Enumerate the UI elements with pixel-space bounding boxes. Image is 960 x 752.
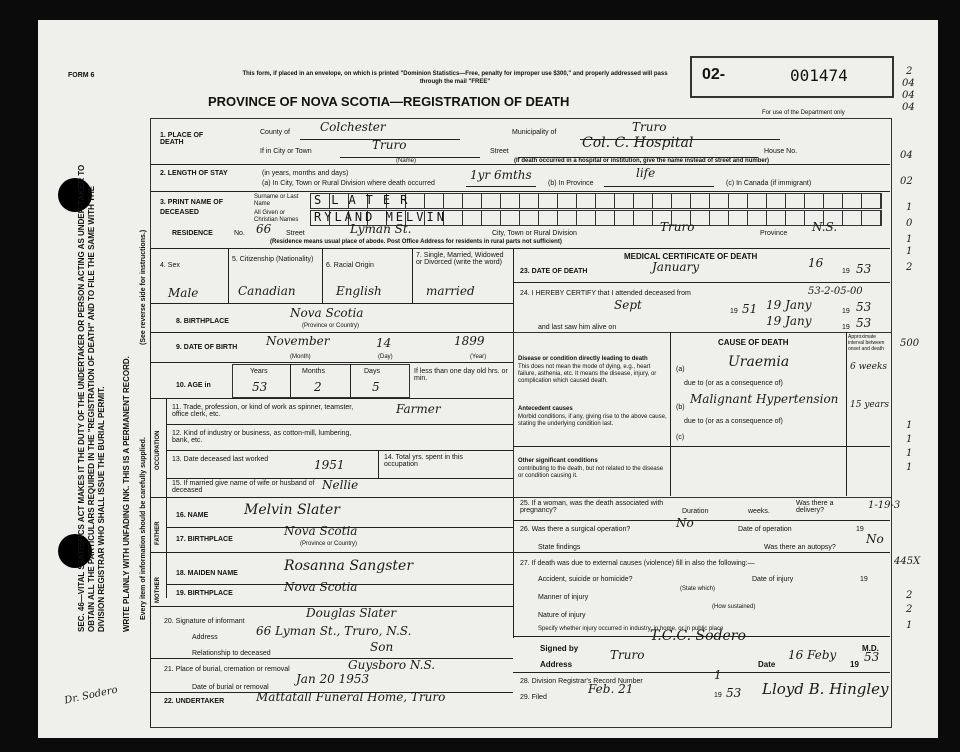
form-number: FORM 6	[68, 72, 95, 79]
trade-label: 11. Trade, profession, or kind of work as spinner, teamster, office clerk, etc.	[172, 404, 354, 418]
place-label: 1. PLACE OF DEATH	[160, 132, 204, 146]
med-addr-label: Address	[540, 660, 573, 669]
certify-to-yr: 53	[856, 300, 872, 314]
date-death-day: 16	[808, 256, 824, 270]
mother-birth-label: 19. BIRTHPLACE	[176, 590, 233, 597]
certify-code: 53-2-05-00	[808, 286, 863, 297]
date-death-year: 53	[856, 262, 872, 276]
residence-city-label: City, Town or Rural Division	[492, 230, 577, 237]
antecedent-label: Antecedent causes	[518, 406, 573, 412]
father-name-label: 16. NAME	[176, 512, 209, 519]
last-worked-label: 13. Date deceased last worked	[172, 456, 269, 463]
municipality-value: Truro	[632, 120, 667, 134]
father-birth-label: 17. BIRTHPLACE	[176, 536, 233, 543]
last-worked-value: 1951	[314, 458, 345, 472]
date-injury: Date of injury	[752, 576, 794, 583]
right-code-2: 04	[902, 90, 915, 101]
dob-month: November	[266, 334, 330, 348]
cause-b-letter: (b)	[676, 404, 685, 411]
birthplace-label: 8. BIRTHPLACE	[176, 318, 229, 325]
father-birth-value: Nova Scotia	[284, 524, 358, 538]
cond-label: Disease or condition directly leading to death	[518, 356, 648, 362]
certify-from-yr: 51	[742, 302, 758, 316]
dob-label: 9. DATE OF BIRTH	[176, 344, 238, 351]
stay-a-label: (a) In City, Town or Rural Division where death occurred	[262, 180, 435, 187]
burial-label: 21. Place of burial, cremation or removal	[164, 666, 290, 673]
dept-use-note: For use of the Department only	[762, 110, 845, 116]
origin-label: 6. Racial Origin	[326, 262, 374, 269]
residence-province-value: N.S.	[812, 220, 838, 234]
city-label: If in City or Town	[260, 148, 312, 155]
dob-day-sub: (Day)	[378, 354, 393, 360]
municipality-label: Municipality of	[512, 129, 557, 136]
nature-label: Nature of injury	[538, 612, 586, 619]
manner-label: Manner of injury	[538, 594, 589, 601]
other-note: contributing to the death, but not related to the disease or condition causing it.	[518, 466, 664, 479]
residence-no-label: No.	[234, 230, 245, 237]
sex-value: Male	[168, 286, 199, 300]
state-which: (State which)	[680, 586, 716, 592]
certify-label: 24. I HEREBY CERTIFY that I attended deceased from	[520, 290, 691, 297]
accident-label: Accident, suicide or homicide?	[538, 576, 633, 583]
right-code-4: 04	[900, 150, 913, 161]
stay-a-value: 1yr 6mths	[470, 168, 532, 182]
residence-note: (Residence means usual place of abode. Post Office Address for residents in rural parts not sufficient)	[270, 239, 562, 245]
dob-year: 1899	[454, 334, 485, 348]
age-months-label: Months	[302, 368, 325, 375]
marital-label: 7. Single, Married, Widowed or Divorced (write the word)	[416, 252, 504, 266]
given-label: All Given or Christian Names	[254, 210, 299, 223]
reg-number-value: 1	[714, 668, 722, 682]
date-death-month: January	[652, 260, 700, 274]
signed-label: Signed by	[540, 644, 579, 653]
informant-addr-label: Address	[192, 634, 218, 641]
county-value: Colchester	[320, 120, 386, 134]
right-code-7: 0	[906, 218, 913, 229]
father-side-label: FATHER	[155, 521, 161, 545]
md-label: M.D.	[862, 644, 879, 653]
due-to-b: due to (or as a consequence of)	[684, 418, 783, 425]
q26-date: Date of operation	[738, 526, 792, 533]
q26-value: No	[676, 516, 694, 530]
sex-label: 4. Sex	[160, 262, 180, 269]
date-injury-19: 19	[860, 576, 868, 583]
age-days: 5	[372, 380, 380, 394]
med-date-value: 16 Feby	[788, 648, 837, 662]
medical-header: MEDICAL CERTIFICATE OF DEATH	[624, 252, 758, 261]
cause-b-value: Malignant Hypertension	[690, 392, 839, 406]
wife-value: Nellie	[322, 478, 359, 492]
right-code-8: 1	[906, 234, 913, 245]
right-code-10: 2	[906, 262, 913, 273]
city-value: Truro	[372, 138, 407, 152]
industry-label: 12. Kind of industry or business, as cotton-mill, lumbering, bank, etc.	[172, 430, 352, 444]
age-label: 10. AGE in	[176, 382, 211, 389]
med-date-yr: 53	[864, 650, 880, 664]
signed-value: T.C.C. Sodero	[650, 628, 746, 644]
right-code-12: 1	[906, 420, 913, 431]
relationship-value: Son	[370, 640, 394, 654]
side-instruction-1: SEC. 46—VITAL STATISTICS ACT MAKES IT THE DUTY OF THE UNDERTAKER OR PERSON ACTING AS UNDER-TAKER TO OBTAIN ALL THE PARTICULARS REQUIRED IN THE "REGISTRATION OF DEATH" AND TO FILE THE SAME WITH THE DIVISION REGISTRAR WHO SHALL ISSUE THE BURIAL PERMIT.	[77, 164, 106, 632]
q25-label: 25. If a woman, was the death associated with pregnancy?	[520, 500, 664, 514]
certify-19b: 19	[842, 308, 850, 315]
side-instruction-2: WRITE PLAINLY WITH UNFADING INK. THIS IS A PERMANENT RECORD.	[122, 356, 131, 632]
relationship-label: Relationship to deceased	[192, 650, 271, 657]
last-saw-value: 19 Jany	[766, 314, 812, 328]
stay-c-label: (c) In Canada (if immigrant)	[726, 180, 812, 187]
autopsy-label: Was there an autopsy?	[764, 544, 836, 551]
origin-value: English	[336, 284, 382, 298]
right-code-18: 2	[906, 590, 913, 601]
right-code-14: 1	[906, 448, 913, 459]
residence-street-label: Street	[286, 230, 305, 237]
burial-date-value: Jan 20 1953	[296, 672, 370, 686]
side-instruction-3: Every item of information should be carefully supplied.	[140, 437, 147, 620]
how-sustained: (How sustained)	[712, 604, 756, 610]
mother-side-label: MOTHER	[155, 577, 161, 603]
state-findings: State findings	[538, 544, 581, 551]
right-code-6: 1	[906, 202, 913, 213]
cause-a-interval: 6 weeks	[850, 362, 888, 372]
father-name-value: Melvin Slater	[244, 502, 340, 518]
right-code-13: 1	[906, 434, 913, 445]
cond-note: This does not mean the mode of dying, e.g., heart failure, asthenia, etc. It means the disease, injury, or complication which caused death.	[518, 364, 657, 384]
burial-value: Guysboro N.S.	[348, 658, 436, 672]
filed-value: Feb. 21	[588, 682, 634, 696]
residence-street-value: Lyman St.	[350, 222, 412, 236]
dob-month-sub: (Month)	[290, 354, 311, 360]
birthplace-value: Nova Scotia	[290, 306, 364, 320]
dob-day: 14	[376, 336, 392, 350]
med-addr-value: Truro	[610, 648, 645, 662]
right-code-15: 1	[906, 462, 913, 473]
registration-prefix: 02-	[702, 66, 726, 83]
age-days-label: Days	[364, 368, 380, 375]
date-death-label: 23. DATE OF DEATH	[520, 268, 588, 275]
cause-c-letter: (c)	[676, 434, 685, 441]
city-name-label: (Name)	[396, 158, 417, 164]
right-code-9: 1	[906, 246, 913, 257]
residence-no-value: 66	[256, 222, 272, 236]
surname-value: SLATER	[314, 193, 418, 207]
stay-sub: (in years, months and days)	[262, 170, 349, 177]
informant-value: Douglas Slater	[306, 606, 397, 620]
q27-label: 27. If death was due to external causes (violence) fill in also the following:—	[520, 560, 755, 567]
right-code-3: 04	[902, 102, 915, 113]
cause-header: CAUSE OF DEATH	[718, 338, 789, 347]
filed-yr: 53	[726, 686, 742, 700]
given-value: RYLAND MELVIN	[314, 210, 447, 224]
top-note: This form, if placed in an envelope, on which is printed "Dominion Statistics—Free, penalty for improper use $300," and properly addressed will pass through the mail "FREE"	[242, 71, 668, 85]
trade-value: Farmer	[396, 402, 441, 416]
total-years-label: 14. Total yrs. spent in this occupation	[384, 454, 463, 468]
side-instruction-4: (See reverse side for instructions.)	[140, 229, 147, 345]
burial-date-label: Date of burial or removal	[192, 684, 269, 691]
county-label: County of	[260, 129, 290, 136]
residence-city-value: Truro	[660, 220, 695, 234]
surname-label: Surname or Last Name	[254, 194, 299, 207]
right-code-17: 445X	[894, 556, 921, 567]
right-code-20: 1	[906, 620, 913, 631]
mother-name-value: Rosanna Sangster	[284, 558, 414, 574]
med-date-label: Date	[758, 660, 776, 669]
filed-label: 29. Filed	[520, 694, 547, 701]
house-no-label: House No.	[764, 148, 798, 155]
where-injury: Specify whether injury occurred in industry, in home, or in public place	[538, 626, 724, 632]
informant-label: 20. Signature of informant	[164, 618, 245, 625]
less-day-label: If less than one day old hrs. or min.	[414, 368, 508, 382]
certify-to: 19 Jany	[766, 298, 812, 312]
stay-label: 2. LENGTH OF STAY	[160, 170, 228, 177]
med-date-19: 19	[850, 660, 859, 669]
registration-number: 001474	[790, 66, 848, 85]
q25-duration: Duration	[682, 508, 709, 515]
birthplace-sub: (Province or Country)	[302, 323, 360, 329]
cause-a-letter: (a)	[676, 366, 685, 373]
filed-19: 19	[714, 692, 722, 699]
age-months: 2	[314, 380, 322, 394]
mother-name-label: 18. MAIDEN NAME	[176, 570, 238, 577]
certify-from: Sept	[614, 298, 642, 312]
certify-19a: 19	[730, 308, 738, 315]
last-saw-19: 19	[842, 324, 850, 331]
right-code-0: 2	[906, 66, 913, 77]
autopsy-value: No	[866, 532, 884, 546]
due-to-a: due to (or as a consequence of)	[684, 380, 783, 387]
cause-b-interval: 15 years	[850, 400, 890, 410]
interval-header: Approximate interval between onset and death	[848, 334, 885, 352]
right-code-11: 500	[900, 338, 920, 349]
residence-province-label: Province	[760, 230, 788, 237]
antecedent-note: Morbid conditions, if any, giving rise to the above cause, stating the underlying condition last.	[518, 414, 667, 427]
registrar-signature: Lloyd B. Hingley	[762, 680, 889, 698]
mother-birth-value: Nova Scotia	[284, 580, 358, 594]
undertaker-label: 22. UNDERTAKER	[164, 698, 225, 705]
informant-addr-value: 66 Lyman St., Truro, N.S.	[256, 624, 412, 638]
q25-weeks: weeks.	[748, 508, 770, 515]
wife-label: 15. If married give name of wife or husband of deceased	[172, 480, 315, 494]
age-years: 53	[252, 380, 268, 394]
q26-label: 26. Was there a surgical operation?	[520, 526, 631, 533]
right-code-1: 04	[902, 78, 915, 89]
other-label: Other significant conditions	[518, 458, 598, 464]
right-code-5: 02	[900, 176, 913, 187]
right-code-16: 1-19-3	[868, 500, 901, 511]
stay-b-label: (b) In Province	[548, 180, 594, 187]
street-label: Street	[490, 148, 509, 155]
occupation-side-label: OCCUPATION	[155, 430, 161, 470]
last-saw-label: and last saw him alive on	[538, 324, 617, 331]
street-value: Col. C. Hospital	[582, 135, 694, 151]
dob-year-sub: (Year)	[470, 354, 487, 360]
hospital-note: (If death occurred in a hospital or institution, give the name instead of street and number)	[514, 158, 770, 164]
last-saw-yr: 53	[856, 316, 872, 330]
undertaker-value: Mattatall Funeral Home, Truro	[256, 690, 446, 704]
citizenship-label: 5. Citizenship (Nationality)	[232, 256, 314, 263]
form-title: PROVINCE OF NOVA SCOTIA—REGISTRATION OF DEATH	[208, 94, 570, 109]
marital-value: married	[426, 284, 475, 298]
right-code-19: 2	[906, 604, 913, 615]
q25-delivery: Was there a delivery?	[796, 500, 834, 514]
q26-19: 19	[856, 526, 864, 533]
citizenship-value: Canadian	[238, 284, 296, 298]
residence-label: RESIDENCE	[172, 230, 213, 237]
reg-number-label: 28. Division Registrar's Record Number	[520, 678, 643, 685]
date-death-19: 19	[842, 268, 850, 275]
age-years-label: Years	[250, 368, 268, 375]
margin-note: Dr. Sodero	[63, 684, 119, 707]
stay-b-value: life	[636, 166, 656, 180]
cause-a-value: Uraemia	[728, 354, 790, 370]
name-label: 3. PRINT NAME OF DECEASED	[160, 199, 224, 216]
father-birth-sub: (Province or Country)	[300, 541, 358, 547]
